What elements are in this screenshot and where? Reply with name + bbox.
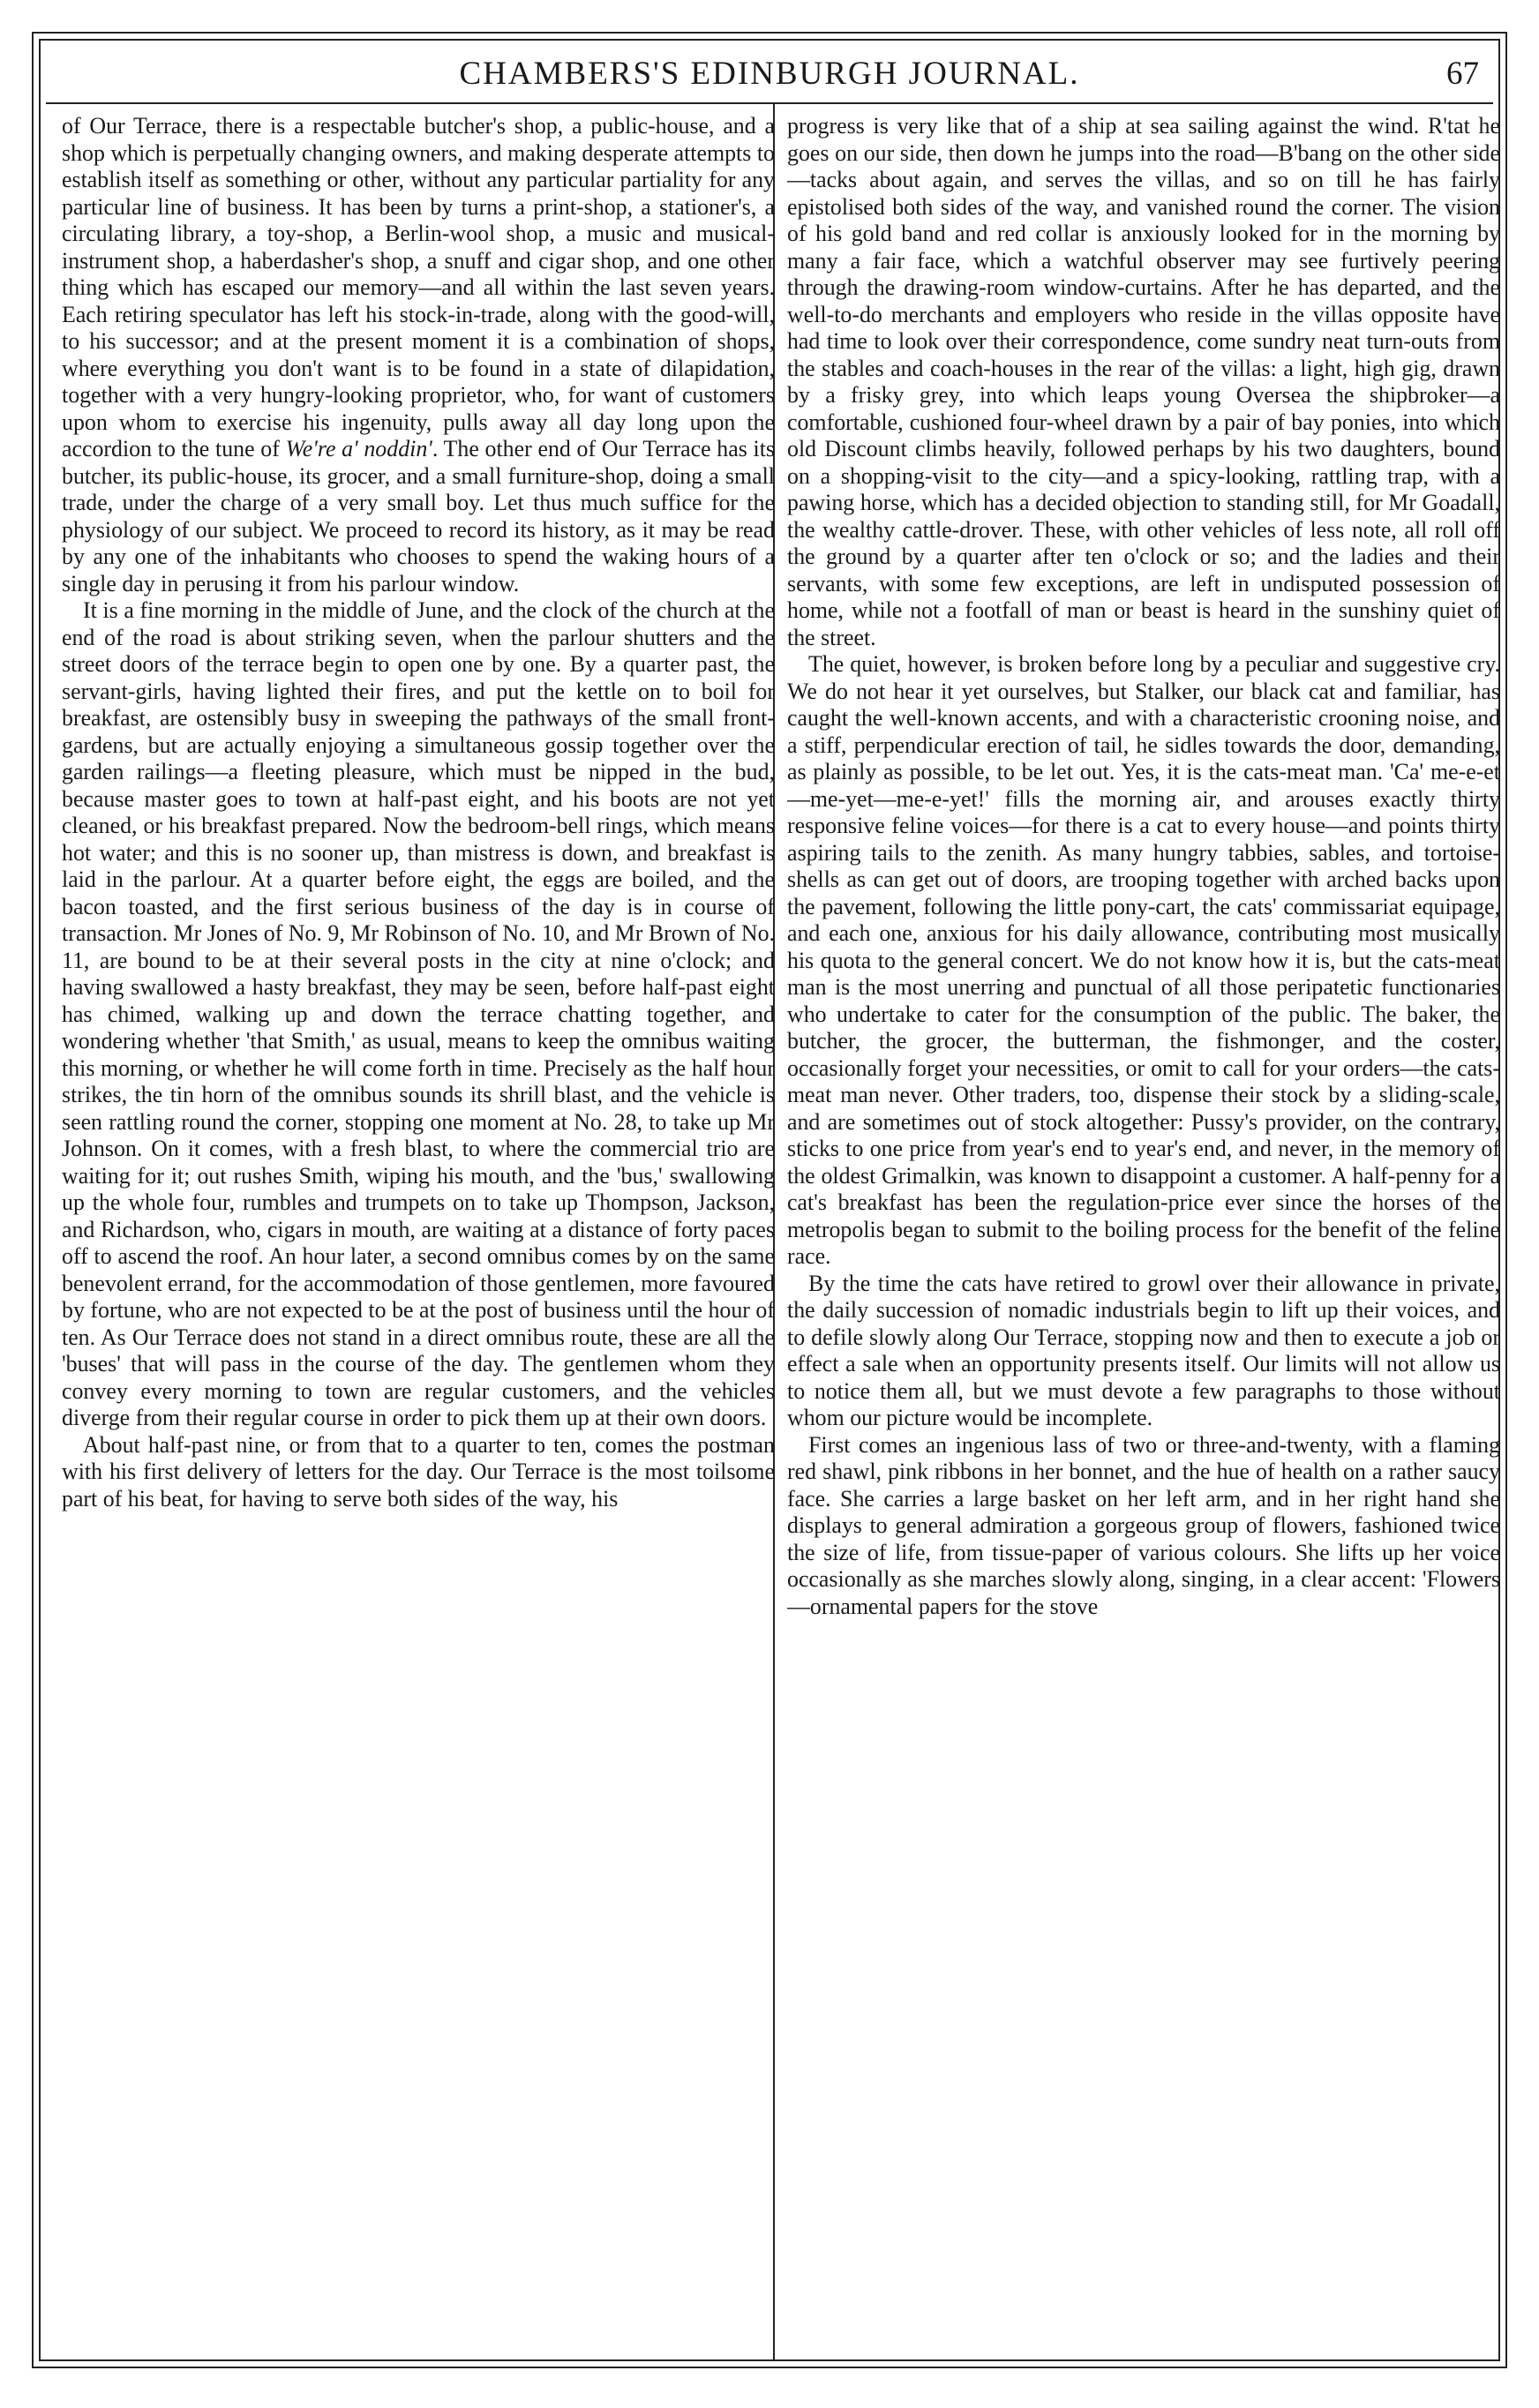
paragraph-text: . The other end of Our Terrace has its butcher, its public-house, its grocer, and a small furniture-shop, doing a small trade, under the charge of a very small boy. Let thus much suffice for the physiology of our subject. We proceed to record its history, as it may be read by any one of the inhabitants who chooses to spend the waking hours of a single day in perusing it from his parlour window. — [62, 436, 775, 596]
paragraph: It is a fine morning in the middle of June, and the clock of the church at the end of the road is about striking seven, when the parlour shutters and the street doors of the terrace begin to open one by one. By a quarter past, the servant-girls, having lighted their fires, and put the kettle on to boil for breakfast, are ostensibly busy in sweeping the pathways of the small front-gardens, but are actually enjoying a simultaneous gossip together over the garden railings—a fleeting pleasure, which must be nipped in the bud, because master goes to town at half-past eight, and his boots are not yet cleaned, or his breakfast prepared. Now the bedroom-bell rings, which means hot water; and this is no sooner up, than mistress is down, and breakfast is laid in the parlour. At a quarter before eight, the eggs are boiled, and the bacon toasted, and the first serious business of the day is in course of transaction. Mr Jones of No. 9, Mr Robinson of No. 10, and Mr Brown of No. 11, are bound to be at their several posts in the city at nine o'clock; and having swallowed a hasty breakfast, they may be seen, before half-past eight has chimed, walking up and down the terrace chatting together, and wondering whether 'that Smith,' as usual, means to keep the omnibus waiting this morning, or whether he will come forth in time. Precisely as the half hour strikes, the tin horn of the omnibus sounds its shrill blast, and the vehicle is seen rattling round the corner, stopping one moment at No. 28, to take up Mr Johnson. On it comes, with a fresh blast, to where the commercial trio are waiting for it; out rushes Smith, wiping his mouth, and the 'bus,' swallowing up the whole four, rumbles and trumpets on to take up Thompson, Jackson, and Richardson, who, cigars in mouth, are waiting at a distance of forty paces off to ascend the roof. An hour later, a second omnibus comes by on the same benevolent errand, for the accommodation of those gentlemen, more favoured by fortune, who are not expected to be at the post of business until the hour of ten. As Our Terrace does not stand in a direct omnibus route, these are all the 'buses' that will pass in the course of the day. The gentlemen whom they convey every morning to town are regular customers, and the vehicles diverge from their regular course in order to pick them up at their own doors. — [62, 597, 775, 1430]
paragraph: progress is very like that of a ship at sea sailing against the wind. R'tat he goes on our side, then down he jumps into the road—B'bang on the other side—tacks about again, and serves the villas, and so on till he has fairly epistolised both sides of the way, and vanished round the corner. The vision of his gold band and red collar is anxiously looked for in the morning by many a fair face, which a watchful observer may see furtively peering through the drawing-room window-curtains. After he has departed, and the well-to-do merchants and employers who reside in the villas opposite have had time to look over their correspondence, come sundry neat turn-outs from the stables and coach-houses in the rear of the villas: a light, high gig, drawn by a frisky grey, into which leaps young Oversea the shipbroker—a comfortable, cushioned four-wheel drawn by a pair of bay ponies, into which old Discount climbs heavily, followed perhaps by his two daughters, bound on a shopping-visit to the city—and a spicy-looking, rattling trap, with a pawing horse, which has a decided objection to standing still, for Mr Goadall, the wealthy cattle-drover. These, with other vehicles of less note, all roll off the ground by a quarter after ten o'clock or so; and the ladies and their servants, with some few exceptions, are left in undisputed possession of home, while not a footfall of man or beast is heard in the sunshiny quiet of the street. — [787, 113, 1500, 650]
left-column — [62, 113, 775, 2351]
right-column — [787, 113, 1500, 2351]
paragraph — [62, 113, 775, 597]
header-rule — [46, 102, 1493, 104]
paragraph: First comes an ingenious lass of two or three-and-twenty, with a flaming red shawl, pink ribbons in her bonnet, and the hue of health on a rather saucy face. She carries a large basket on her left arm, and in her right hand she displays to general admiration a gorgeous group of flowers, fashioned twice the size of life, from tissue-paper of various colours. She lifts up her voice occasionally as she marches slowly along, singing, in a clear accent: 'Flowers—ornamental papers for the stove — [787, 1431, 1500, 1619]
song-title: We're a' noddin' — [285, 436, 432, 461]
paragraph: About half-past nine, or from that to a quarter to ten, comes the postman with his first delivery of letters for the day. Our Terrace is the most toilsome part of his beat, for having to serve both sides of the way, his — [62, 1431, 775, 1512]
journal-title: CHAMBERS'S EDINBURGH JOURNAL. — [459, 56, 1080, 92]
paragraph: By the time the cats have retired to growl over their allowance in private, the daily succession of nomadic industrials begin to lift up their voices, and to defile slowly along Our Terrace, stopping now and then to execute a job or effect a sale when an opportunity presents itself. Our limits will not allow us to notice them all, but we must devote a few paragraphs to those without whom our picture would be incomplete. — [787, 1270, 1500, 1430]
running-header — [46, 44, 1493, 106]
paragraph: The quiet, however, is broken before long by a peculiar and suggestive cry. We do not hear it yet ourselves, but Stalker, our black cat and familiar, has caught the well-known accents, and with a characteristic crooning noise, and a stiff, perpendicular erection of tail, he sidles towards the door, demanding, as plainly as possible, to be let out. Yes, it is the cats-meat man. 'Ca' me-e-et—me-yet—me-e-yet!' fills the morning air, and arouses exactly thirty responsive feline voices—for there is a cat to every house—and points thirty aspiring tails to the zenith. As many hungry tabbies, sables, and tortoise-shells as can get out of doors, are trooping together with arched backs upon the pavement, following the little pony-cart, the cats' commissariat equipage, and each one, anxious for his daily allowance, contributing most musically his quota to the general concert. We do not know how it is, but the cats-meat man is the most unerring and punctual of all those peripatetic functionaries who undertake to cater for the consumption of the public. The baker, the butcher, the grocer, the butterman, the fishmonger, and the coster, occasionally forget your necessities, or omit to call for your orders—the cats-meat man never. Other traders, too, dispense their stock by a sliding-scale, and are sometimes out of stock altogether: Pussy's provider, on the contrary, sticks to one price from year's end to year's end, and never, in the memory of the oldest Grimalkin, was known to disappoint a customer. A half-penny for a cat's breakfast has been the regulation-price ever since the horses of the metropolis began to submit to the boiling process for the benefit of the feline race. — [787, 651, 1500, 1269]
paragraph-text: of Our Terrace, there is a respectable butcher's shop, a public-house, and a shop which is perpetually changing owners, and making desperate attempts to establish itself as something or other, without any particular partiality for any particular line of business. It has been by turns a print-shop, a stationer's, a circulating library, a toy-shop, a Berlin-wool shop, a music and musical-instrument shop, a haberdasher's shop, a snuff and cigar shop, and one other thing which has escaped our memory—and all within the last seven years. Each retiring speculator has left his stock-in-trade, along with the good-will, to his successor; and at the present moment it is a combination of shops, where everything you don't want is to be found in a state of dilapidation, together with a very hungry-looking proprietor, who, for want of customers upon whom to exercise his ingenuity, pulls away all day long upon the accordion to the tune of — [62, 113, 775, 461]
page-number: 67 — [1446, 56, 1479, 92]
